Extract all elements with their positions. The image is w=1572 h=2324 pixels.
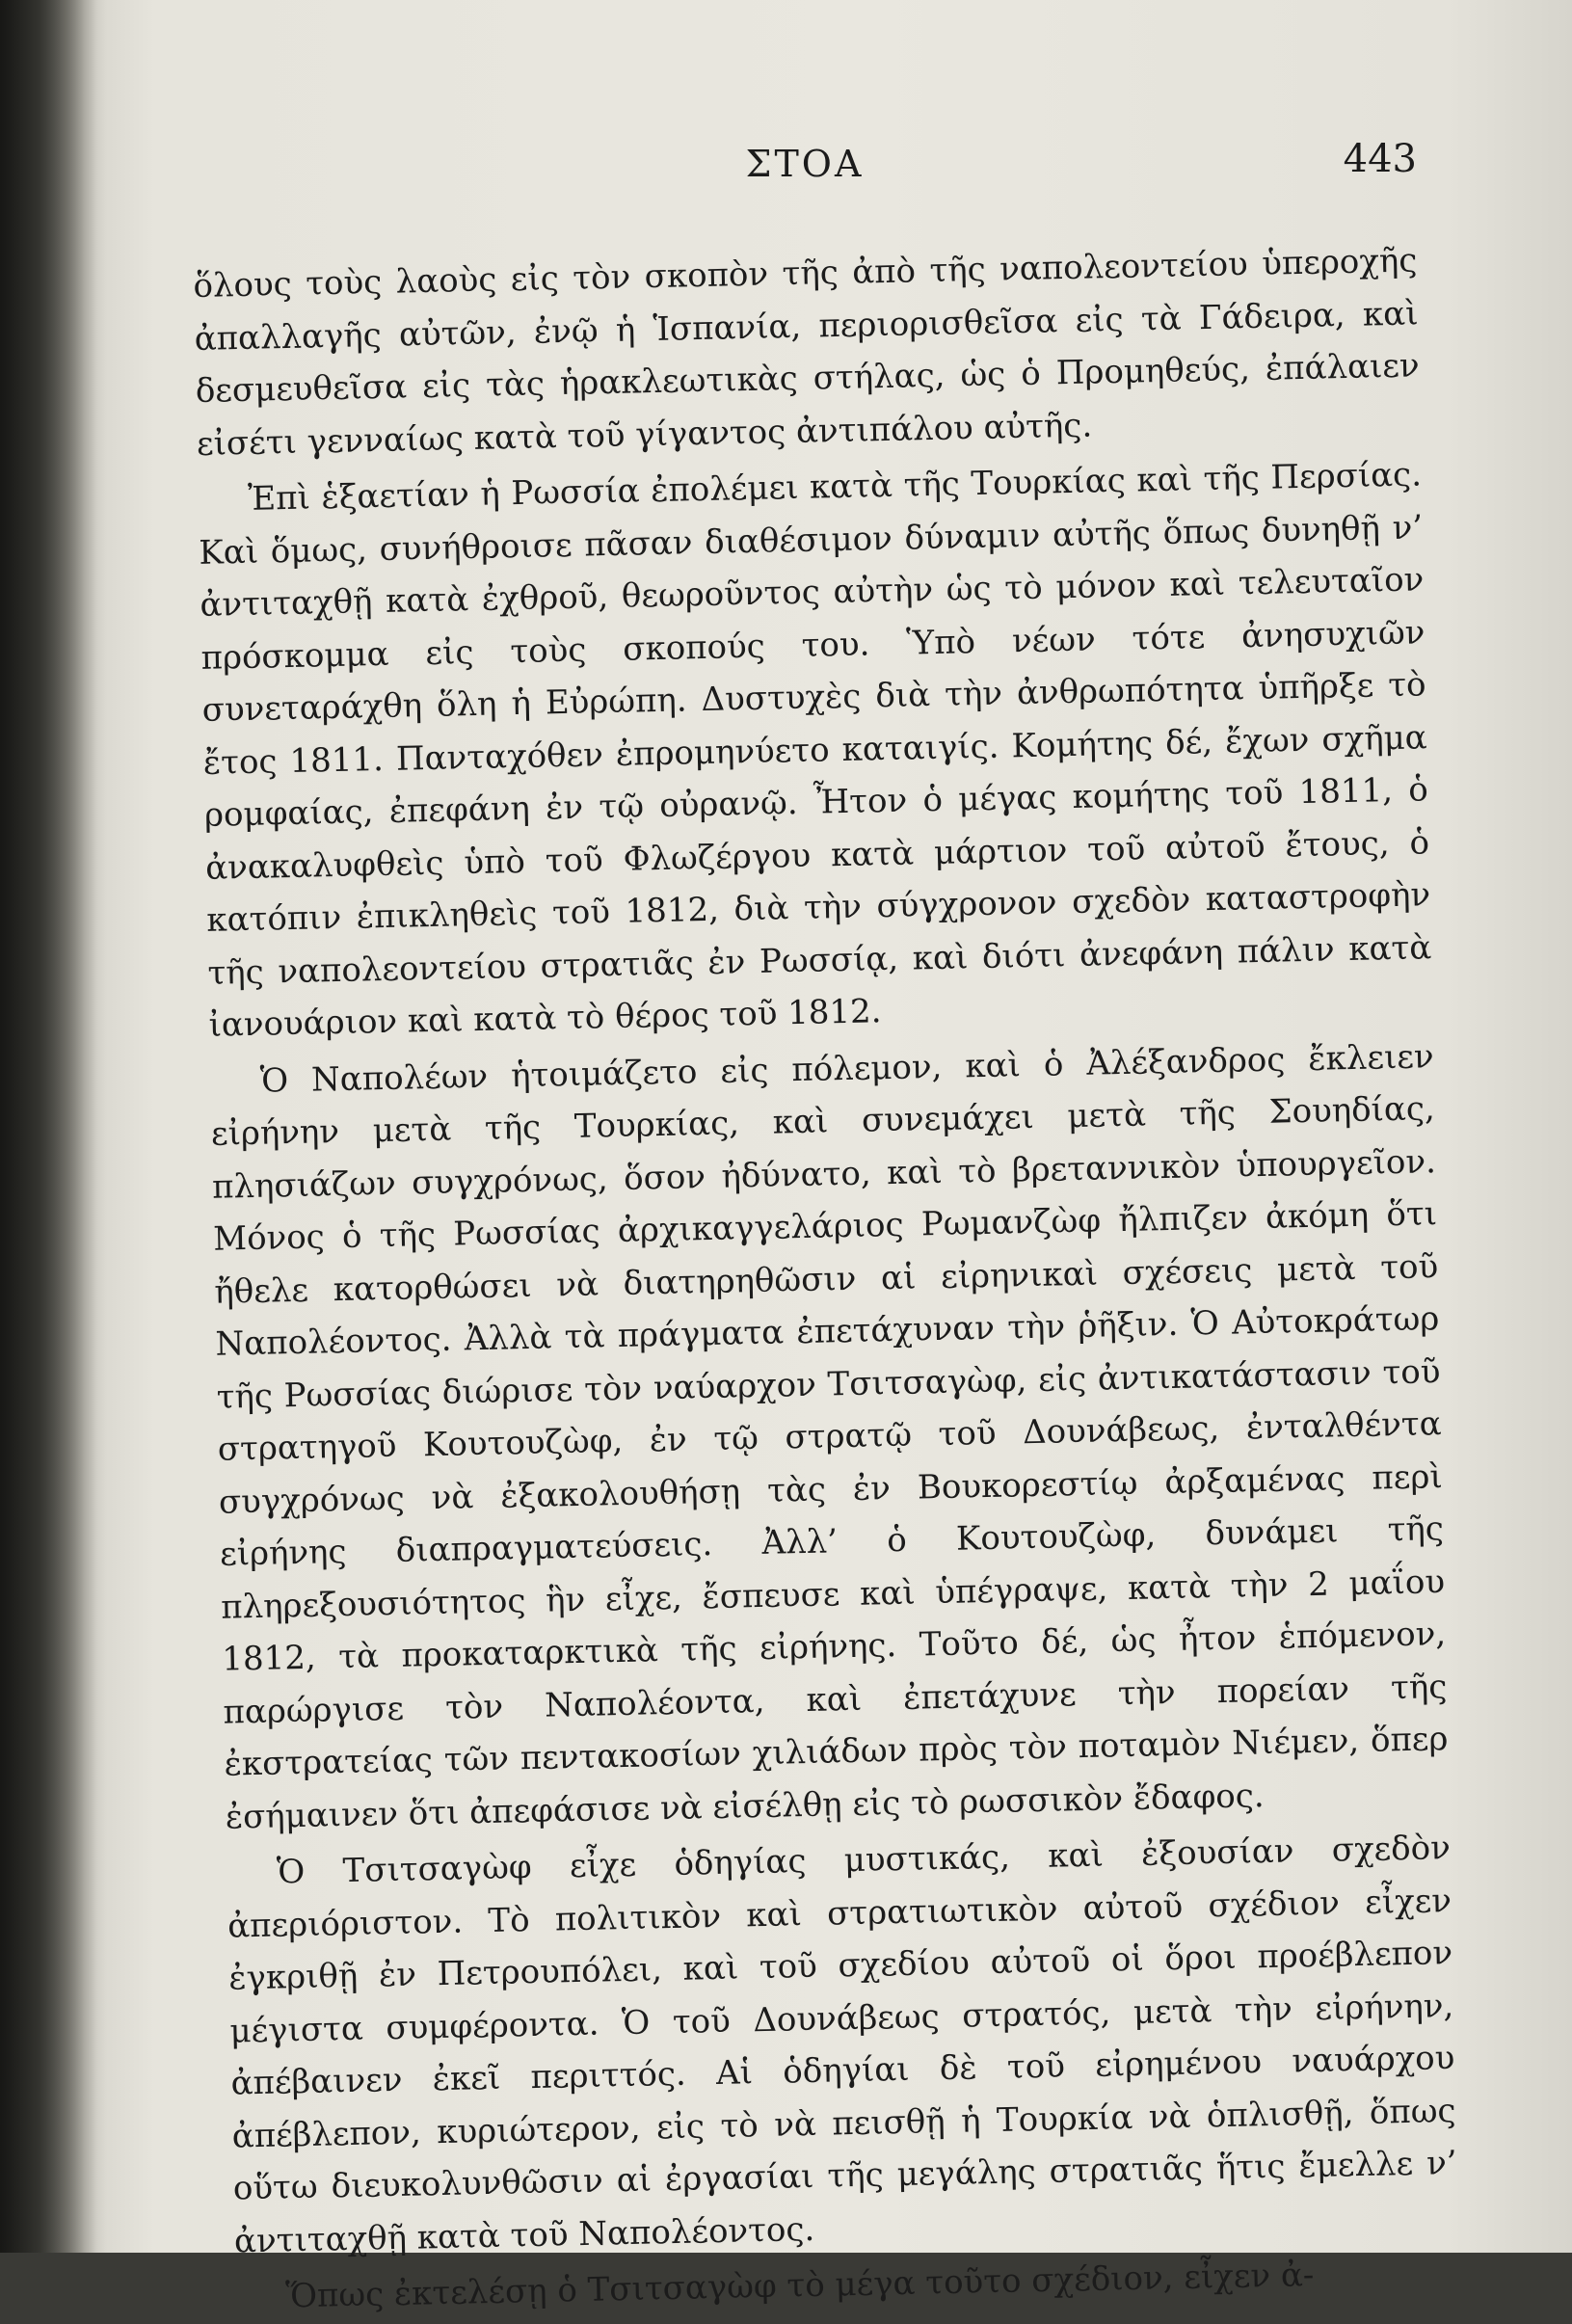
page-number: 443 xyxy=(1343,137,1417,181)
running-title: ΣΤΟΑ xyxy=(745,143,865,185)
body-text xyxy=(193,234,1460,2324)
book-spine-shadow xyxy=(0,0,106,2253)
paragraph-2: Ἐπὶ ἑξαετίαν ἡ Ρωσσία ἐπολέμει κατὰ τῆς Τουρκίας καὶ τῆς Περσίας. Καὶ ὅμως, συνήθροισε πᾶσαν διαθέσιμον δύναμιν αὐτῆς ὅπως δυνηθῇ ν’ ἀντιταχθῇ κατὰ ἐχθροῦ, θεωροῦντος αὐτὴν ὡς τὸ μόνον καὶ τελευταῖον πρόσκομμα εἰς τοὺς σκοπούς του. Ὑπὸ νέων τότε ἀνησυχιῶν συνεταράχθη ὅλη ἡ Εὐρώπη. Δυστυχὲς διὰ τὴν ἀνθρωπότητα ὑπῆρξε τὸ ἔτος 1811. Πανταχόθεν ἐπρομηνύετο καταιγίς. Κομήτης δέ, ἔχων σχῆμα ρομφαίας, ἐπεφάνη ἐν τῷ οὐρανῷ. Ἦτον ὁ μέγας κομήτης τοῦ 1811, ὁ ἀνακαλυφθεὶς ὑπὸ τοῦ Φλωζέργου κατὰ μάρτιον τοῦ αὐτοῦ ἔτους, ὁ κατόπιν ἐπικληθεὶς τοῦ 1812, διὰ τὴν σύγχρονον σχεδὸν καταστροφὴν τῆς ναπολεοντείου στρατιᾶς ἐν Ρωσσίᾳ, καὶ διότι ἀνεφάνη πάλιν κατὰ ἰανουάριον καὶ κατὰ τὸ θέρος τοῦ 1812. xyxy=(198,455,1432,1045)
running-head xyxy=(193,125,1417,193)
paragraph-5: Ὅπως ἐκτελέσῃ ὁ Τσιτσαγὼφ τὸ μέγα τοῦτο σχέδιον, εἶχεν ἀ- xyxy=(284,2256,1315,2316)
paragraph-3: Ὁ Ναπολέων ἡτοιμάζετο εἰς πόλεμον, καὶ ὁ Ἀλέξανδρος ἔκλειεν εἰρήνην μετὰ τῆς Τουρκίας, καὶ συνεμάχει μετὰ τῆς Σουηδίας, πλησιάζων συγχρόνως, ὅσον ἠδύνατο, καὶ τὸ βρεταννικὸν ὑπουργεῖον. Μόνος ὁ τῆς Ρωσσίας ἀρχικαγγελάριος Ρωμανζὼφ ἤλπιζεν ἀκόμη ὅτι ἤθελε κατορθώσει νὰ διατηρηθῶσιν αἱ εἰρηνικαὶ σχέσεις μετὰ τοῦ Ναπολέοντος. Ἀλλὰ τὰ πράγματα ἐπετάχυναν τὴν ῥῆξιν. Ὁ Αὐτοκράτωρ τῆς Ρωσσίας διώρισε τὸν ναύαρχον Τσιτσαγὼφ, εἰς ἀντικατάστασιν τοῦ στρατηγοῦ Κουτουζὼφ, ἐν τῷ στρατῷ τοῦ Δουνάβεως, ἐνταλθέντα συγχρόνως νὰ ἐξακολουθήσῃ τὰς ἐν Βουκορεστίῳ ἀρξαμένας περὶ εἰρήνης διαπραγματεύσεις. Ἀλλ’ ὁ Κουτουζὼφ, δυνάμει τῆς πληρεξουσιότητος ἣν εἶχε, ἔσπευσε καὶ ὑπέγραψε, κατὰ τὴν 2 μαΐου 1812, τὰ προκαταρκτικὰ τῆς εἰρήνης. Τοῦτο δέ, ὡς ἦτον ἑπόμενον, παρώργισε τὸν Ναπολέοντα, καὶ ἐπετάχυνε τὴν πορείαν τῆς ἐκστρατείας τῶν πεντακοσίων χιλιάδων πρὸς τὸν ποταμὸν Νιέμεν, ὅπερ ἐσήμαινεν ὅτι ἀπεφάσισε νὰ εἰσέλθῃ εἰς τὸ ρωσσικὸν ἔδαφος. xyxy=(210,1036,1449,1837)
paragraph-1: ὅλους τοὺς λαοὺς εἰς τὸν σκοπὸν τῆς ἀπὸ τῆς ναπολεοντείου ὑπεροχῆς ἀπαλλαγῆς αὐτῶν, ἐνῷ ἡ Ἱσπανία, περιορισθεῖσα εἰς τὰ Γάδειρα, καὶ δεσμευθεῖσα εἰς τὰς ἡρακλεωτικὰς στήλας, ὡς ὁ Προμηθεύς, ἐπάλαιεν εἰσέτι γενναίως κατὰ τοῦ γίγαντος ἀντιπάλου αὐτῆς. xyxy=(193,241,1420,464)
paragraph-4: Ὁ Τσιτσαγὼφ εἶχε ὁδηγίας μυστικάς, καὶ ἐξουσίαν σχεδὸν ἀπεριόριστον. Τὸ πολιτικὸν καὶ στρατιωτικὸν αὐτοῦ σχέδιον εἶχεν ἐγκριθῇ ἐν Πετρουπόλει, καὶ τοῦ σχεδίου αὐτοῦ οἱ ὅροι προέβλεπον μέγιστα συμφέροντα. Ὁ τοῦ Δουνάβεως στρατός, μετὰ τὴν εἰρήνην, ἀπέβαινεν ἐκεῖ περιττός. Αἱ ὁδηγίαι δὲ τοῦ εἰρημένου ναυάρχου ἀπέβλεπον, κυριώτερον, εἰς τὸ νὰ πεισθῇ ἡ Τουρκία νὰ ὁπλισθῇ, ὅπως οὕτω διευκολυνθῶσιν αἱ ἐργασίαι τῆς μεγάλης στρατιᾶς ἥτις ἔμελλε ν’ ἀντιταχθῇ κατὰ τοῦ Ναπολέοντος. xyxy=(226,1829,1458,2261)
page-content xyxy=(193,125,1458,2316)
